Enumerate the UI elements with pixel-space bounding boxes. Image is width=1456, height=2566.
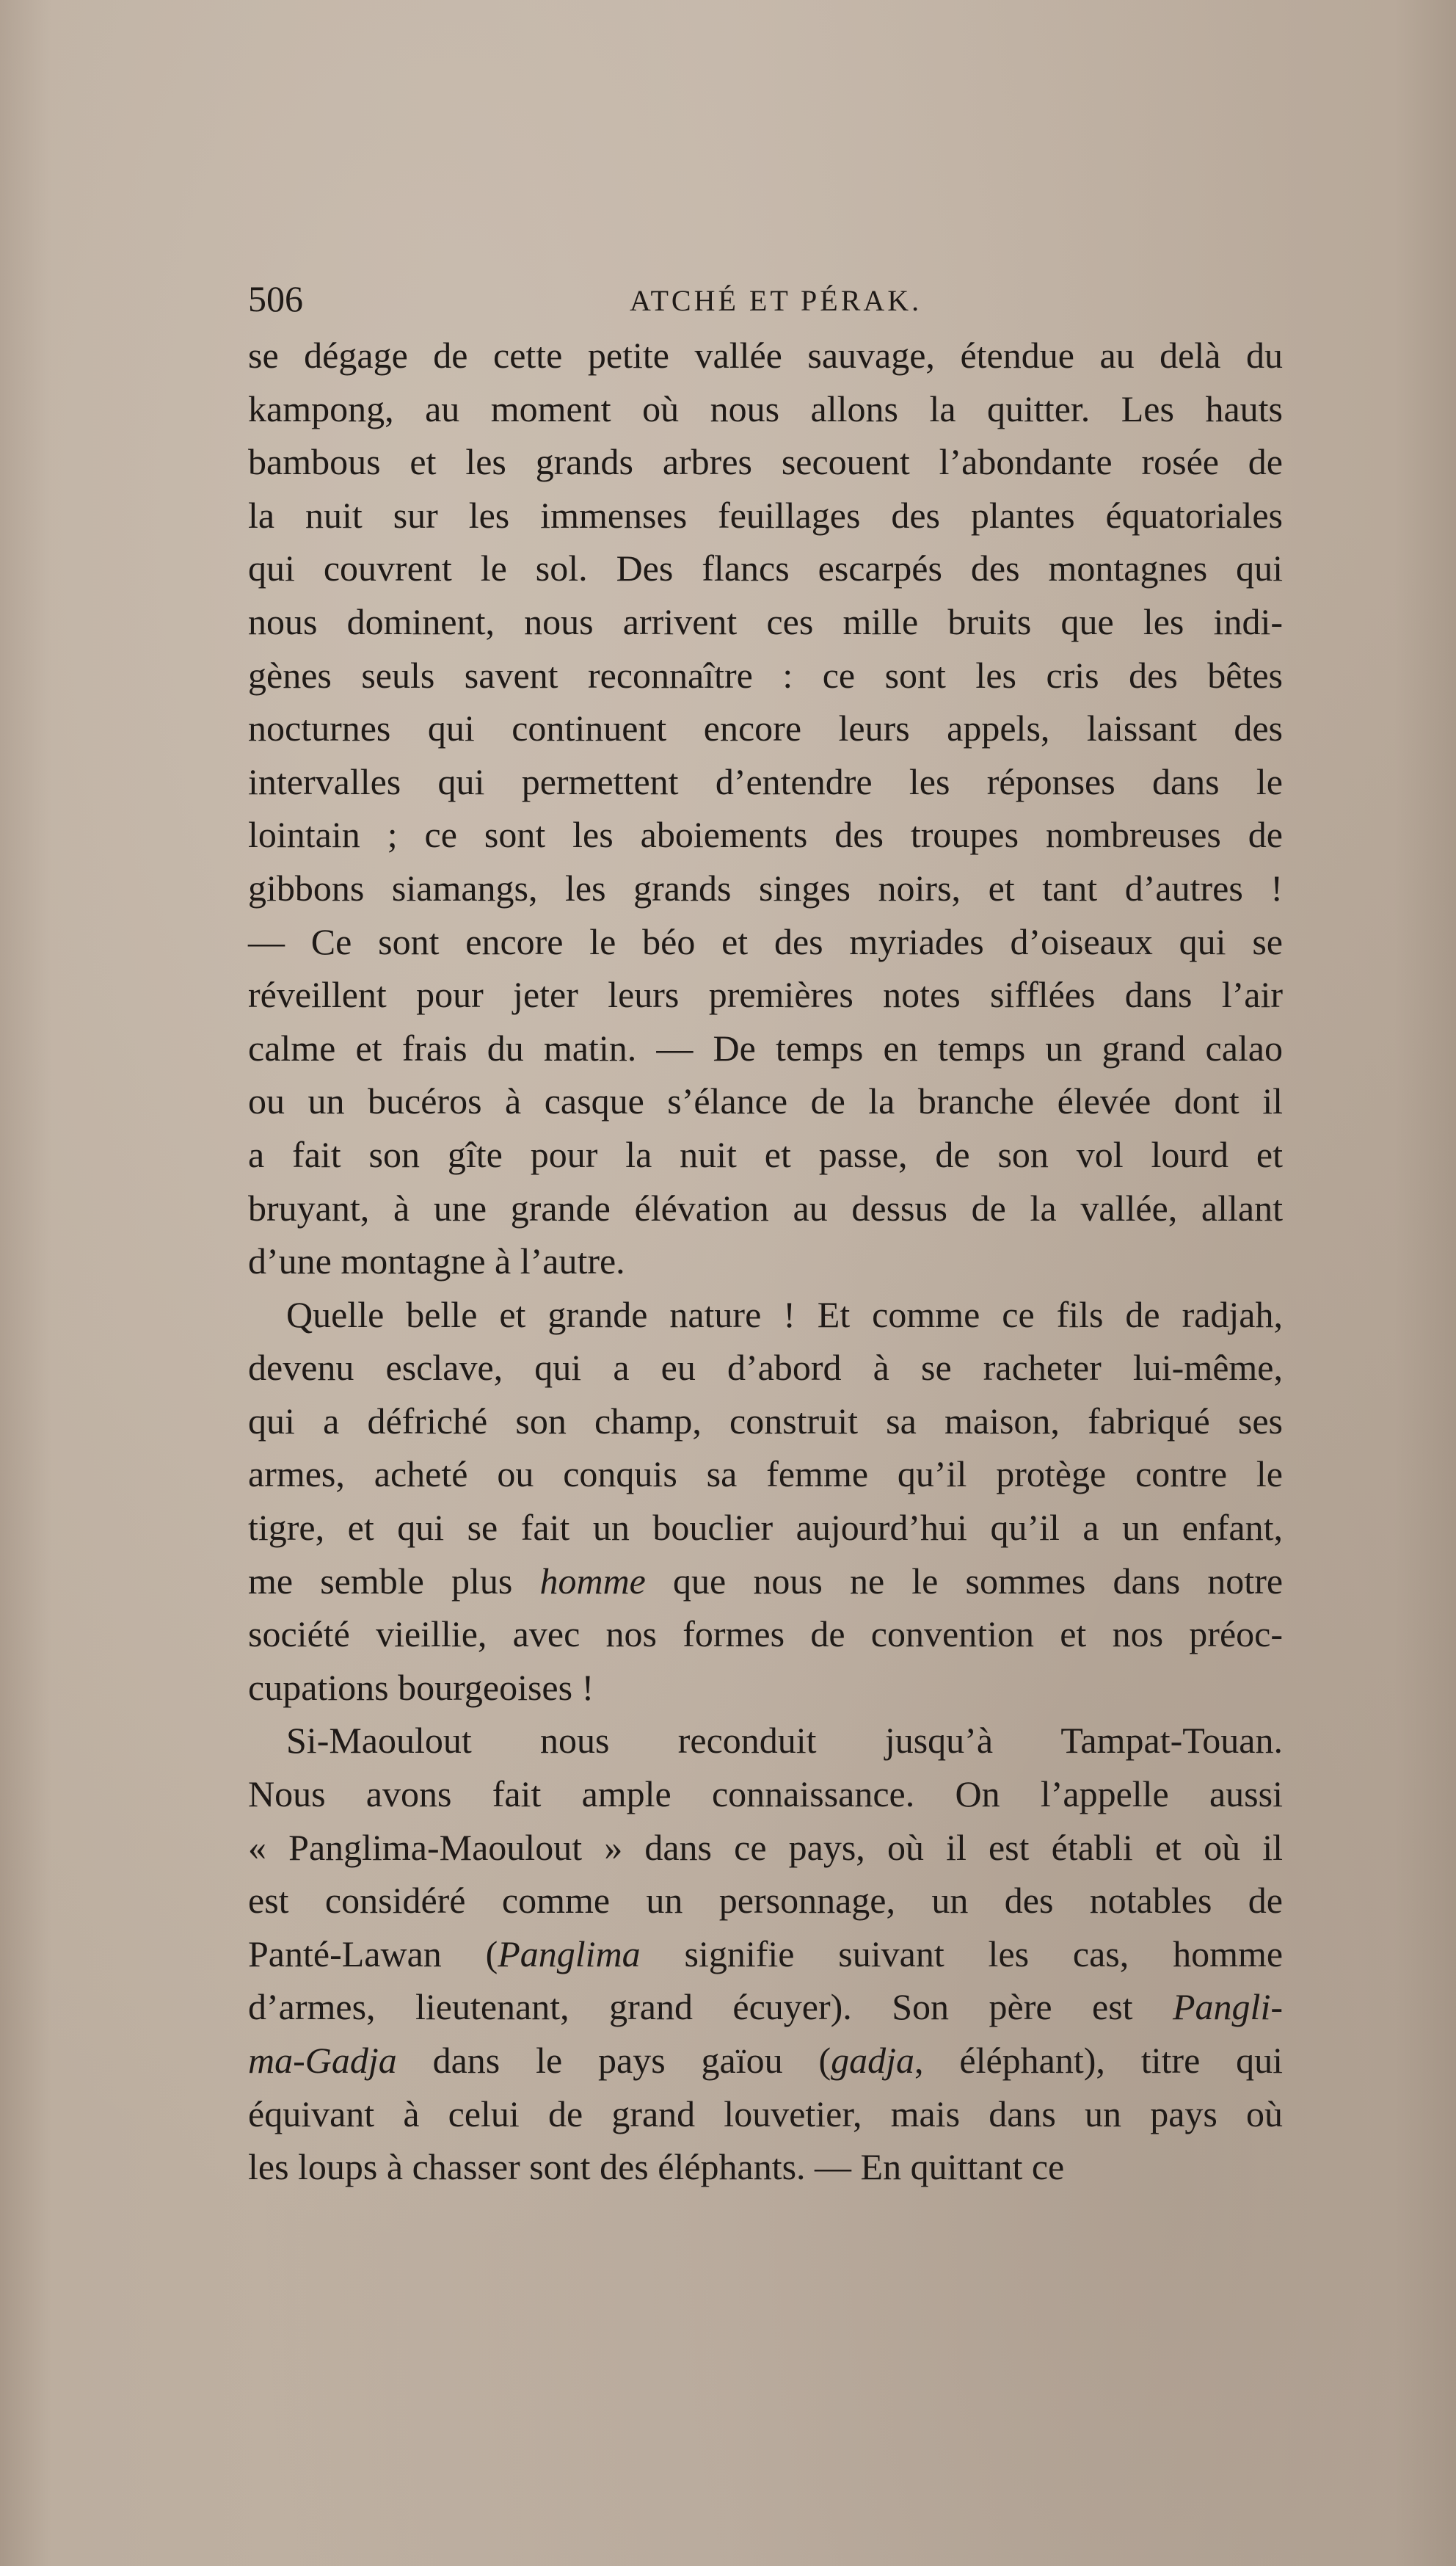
text-line: se dégage de cette petite vallée sauvage, étendue au delà du bbox=[248, 335, 1283, 376]
page-header bbox=[248, 277, 1283, 329]
text-line: la nuit sur les immenses feuillages des plantes équatoriales bbox=[248, 494, 1283, 536]
text-line: réveillent pour jeter leurs premières notes sifflées dans l’air bbox=[248, 974, 1283, 1016]
text-line: cupations bourgeoises ! bbox=[248, 1666, 594, 1708]
running-title: ATCHÉ ET PÉRAK. bbox=[630, 284, 922, 317]
text-line: Si-Maoulout nous reconduit jusqu’à Tampat-Touan. bbox=[286, 1720, 1283, 1762]
text-line: tigre, et qui se fait un bouclier aujourd’hui qu’il a un enfant, bbox=[248, 1507, 1283, 1549]
text-line: équivant à celui de grand louvetier, mais dans un pays où bbox=[248, 2093, 1283, 2134]
text-line: bambous et les grands arbres secouent l’abondante rosée de bbox=[248, 441, 1283, 483]
text-line: nous dominent, nous arrivent ces mille bruits que les indi- bbox=[248, 600, 1283, 642]
text-line: armes, acheté ou conquis sa femme qu’il protège contre le bbox=[248, 1453, 1283, 1495]
text-line: lointain ; ce sont les aboiements des troupes nombreuses de bbox=[248, 814, 1283, 856]
text-line: d’une montagne à l’autre. bbox=[248, 1240, 625, 1282]
text-line: Panté-Lawan (Panglima signifie suivant les cas, homme bbox=[248, 1933, 1284, 1974]
text-line: qui couvrent le sol. Des flancs escarpés des montagnes qui bbox=[248, 548, 1283, 589]
text-line: ma-Gadja dans le pays gaïou (gadja, éléphant), titre qui bbox=[248, 2040, 1284, 2081]
text-line: gibbons siamangs, les grands singes noirs, et tant d’autres ! bbox=[248, 867, 1283, 909]
text-line: intervalles qui permettent d’entendre les réponses dans le bbox=[248, 760, 1283, 802]
text-line: — Ce sont encore le béo et des myriades d’oiseaux qui se bbox=[248, 920, 1283, 962]
text-line: « Panglima-Maoulout » dans ce pays, où il est établi et où il bbox=[248, 1826, 1283, 1868]
text-line: nocturnes qui continuent encore leurs appels, laissant des bbox=[248, 708, 1283, 749]
text-line: calme et frais du matin. — De temps en temps un grand calao bbox=[248, 1027, 1283, 1069]
text-line: qui a défriché son champ, construit sa maison, fabriqué ses bbox=[248, 1400, 1283, 1442]
body-text bbox=[248, 329, 1283, 2194]
text-line: d’armes, lieutenant, grand écuyer). Son père est Pangli- bbox=[248, 1986, 1283, 2028]
text-line: Quelle belle et grande nature ! Et comme ce fils de radjah, bbox=[286, 1293, 1283, 1335]
text-line: ou un bucéros à casque s’élance de la branche élevée dont il bbox=[248, 1080, 1283, 1122]
text-line: société vieillie, avec nos formes de convention et nos préoc- bbox=[248, 1613, 1283, 1655]
text-line: bruyant, à une grande élévation au dessus de la vallée, allant bbox=[248, 1187, 1283, 1229]
text-line: gènes seuls savent reconnaître : ce sont les cris des bêtes bbox=[248, 654, 1283, 696]
text-line: Nous avons fait ample connaissance. On l’appelle aussi bbox=[248, 1773, 1283, 1815]
text-line: les loups à chasser sont des éléphants. — En quittant ce bbox=[248, 2146, 1065, 2188]
text-line: me semble plus homme que nous ne le sommes dans notre bbox=[248, 1560, 1284, 1602]
page-number: 506 bbox=[248, 278, 303, 319]
text-line: a fait son gîte pour la nuit et passe, de son vol lourd et bbox=[248, 1133, 1283, 1175]
text-line: devenu esclave, qui a eu d’abord à se racheter lui-même, bbox=[248, 1347, 1283, 1389]
text-line: kampong, au moment où nous allons la quitter. Les hauts bbox=[248, 388, 1283, 429]
text-line: est considéré comme un personnage, un des notables de bbox=[248, 1880, 1283, 1922]
